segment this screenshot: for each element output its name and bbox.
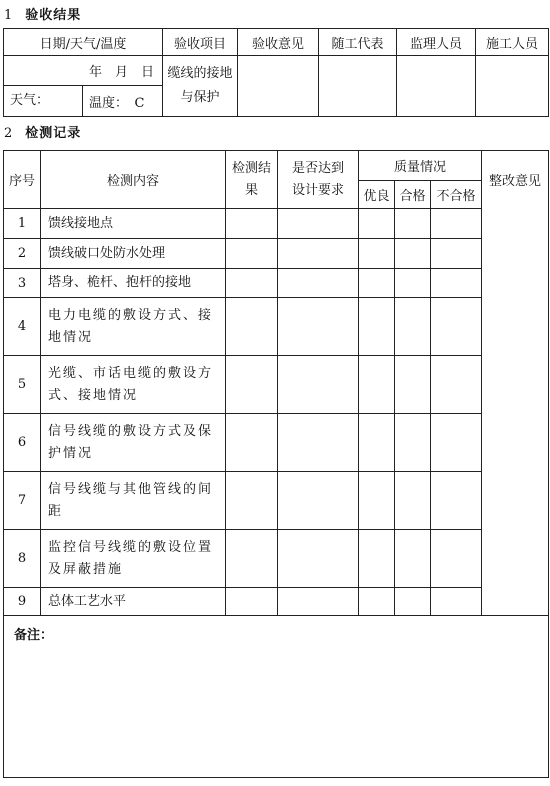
meets-cell[interactable] [278, 239, 359, 269]
header-meets-design: 是否达到设计要求 [278, 151, 359, 209]
table-row [4, 269, 549, 298]
temperature-label: 温度： C [89, 95, 145, 111]
qualified-cell[interactable] [395, 356, 431, 414]
result-cell[interactable] [226, 588, 278, 616]
qualified-cell[interactable] [395, 209, 431, 239]
qualified-cell[interactable] [395, 298, 431, 356]
meets-cell[interactable] [278, 356, 359, 414]
row-content: 信号线缆的敷设方式及保护情况 [41, 414, 226, 472]
header-acceptance-opinion: 验收意见 [238, 29, 319, 56]
header-result: 检测结果 [226, 151, 278, 209]
acceptance-item-cell: 缆线的接地与保护 [163, 56, 238, 117]
header-excellent: 优良 [359, 181, 395, 209]
row-number: 1 [4, 209, 41, 239]
section1-title: 验收结果 [25, 8, 82, 23]
unqualified-cell[interactable] [431, 414, 482, 472]
row-number: 5 [4, 356, 41, 414]
meets-cell[interactable] [278, 209, 359, 239]
excellent-cell[interactable] [359, 530, 395, 588]
section2-title: 检测记录 [25, 126, 82, 141]
row-number: 4 [4, 298, 41, 356]
unqualified-cell[interactable] [431, 472, 482, 530]
remarks-cell[interactable] [4, 616, 549, 778]
unqualified-cell[interactable] [431, 588, 482, 616]
unqualified-cell[interactable] [431, 298, 482, 356]
meets-cell[interactable] [278, 269, 359, 298]
inspection-record-table [3, 150, 549, 778]
header-quality: 质量情况 [359, 151, 482, 181]
meets-cell[interactable] [278, 588, 359, 616]
row-number: 2 [4, 239, 41, 269]
header-date-weather-temp: 日期/天气/温度 [4, 29, 163, 56]
excellent-cell[interactable] [359, 356, 395, 414]
meets-cell[interactable] [278, 298, 359, 356]
excellent-cell[interactable] [359, 414, 395, 472]
remarks-label: 备注： [14, 628, 54, 643]
result-cell[interactable] [226, 356, 278, 414]
unqualified-cell[interactable] [431, 209, 482, 239]
meets-cell[interactable] [278, 472, 359, 530]
table-row [4, 530, 549, 588]
header-unqualified: 不合格 [431, 181, 482, 209]
row-content: 总体工艺水平 [41, 588, 226, 616]
table-row [4, 239, 549, 269]
qualified-cell[interactable] [395, 472, 431, 530]
row-number: 9 [4, 588, 41, 616]
date-cell: 年 月 日 [4, 56, 163, 86]
section1-heading [4, 4, 81, 23]
weather-label: 天气： [4, 86, 83, 116]
row-content: 塔身、桅杆、抱杆的接地 [41, 269, 226, 298]
header-content: 检测内容 [41, 151, 226, 209]
qualified-cell[interactable] [395, 414, 431, 472]
header-seq: 序号 [4, 151, 41, 209]
unqualified-cell[interactable] [431, 530, 482, 588]
qualified-cell[interactable] [395, 588, 431, 616]
row-content: 监控信号线缆的敷设位置及屏蔽措施 [41, 530, 226, 588]
row-number: 3 [4, 269, 41, 298]
remarks-row [4, 616, 549, 778]
qualified-cell[interactable] [395, 239, 431, 269]
acceptance-header-row [4, 29, 549, 56]
unqualified-cell[interactable] [431, 356, 482, 414]
header-rectify: 整改意见 [482, 151, 549, 209]
excellent-cell[interactable] [359, 209, 395, 239]
meets-cell[interactable] [278, 530, 359, 588]
section2-number: 2 [4, 126, 14, 141]
acceptance-opinion-cell[interactable] [238, 56, 319, 117]
header-accompanying-rep: 随工代表 [319, 29, 397, 56]
table-row [4, 472, 549, 530]
constructor-cell[interactable] [476, 56, 549, 117]
header-acceptance-item: 验收项目 [163, 29, 238, 56]
unqualified-cell[interactable] [431, 239, 482, 269]
row-content: 光缆、市话电缆的敷设方式、接地情况 [41, 356, 226, 414]
excellent-cell[interactable] [359, 588, 395, 616]
result-cell[interactable] [226, 239, 278, 269]
excellent-cell[interactable] [359, 239, 395, 269]
row-content: 馈线接地点 [41, 209, 226, 239]
excellent-cell[interactable] [359, 298, 395, 356]
result-cell[interactable] [226, 269, 278, 298]
header-supervisor: 监理人员 [397, 29, 476, 56]
unqualified-cell[interactable] [431, 269, 482, 298]
supervisor-cell[interactable] [397, 56, 476, 117]
accompanying-rep-cell[interactable] [319, 56, 397, 117]
result-cell[interactable] [226, 472, 278, 530]
result-cell[interactable] [226, 209, 278, 239]
header-constructor: 施工人员 [476, 29, 549, 56]
qualified-cell[interactable] [395, 269, 431, 298]
row-content: 馈线破口处防水处理 [41, 239, 226, 269]
result-cell[interactable] [226, 530, 278, 588]
row-content: 信号线缆与其他管线的间距 [41, 472, 226, 530]
result-cell[interactable] [226, 414, 278, 472]
section2-heading [4, 122, 81, 141]
header-qualified: 合格 [395, 181, 431, 209]
table-row [4, 356, 549, 414]
acceptance-row-date [4, 56, 549, 86]
meets-cell[interactable] [278, 414, 359, 472]
qualified-cell[interactable] [395, 530, 431, 588]
section1-number: 1 [4, 8, 14, 23]
excellent-cell[interactable] [359, 472, 395, 530]
table-row [4, 298, 549, 356]
table-row [4, 414, 549, 472]
table-row [4, 588, 549, 616]
rectify-opinion-cell[interactable] [482, 209, 549, 616]
result-cell[interactable] [226, 298, 278, 356]
row-number: 6 [4, 414, 41, 472]
table-row [4, 209, 549, 239]
weather-temp-cell [4, 86, 163, 117]
row-content: 电力电缆的敷设方式、接地情况 [41, 298, 226, 356]
row-number: 7 [4, 472, 41, 530]
row-number: 8 [4, 530, 41, 588]
acceptance-result-table [3, 28, 549, 117]
inspection-header-row-1 [4, 151, 549, 181]
excellent-cell[interactable] [359, 269, 395, 298]
